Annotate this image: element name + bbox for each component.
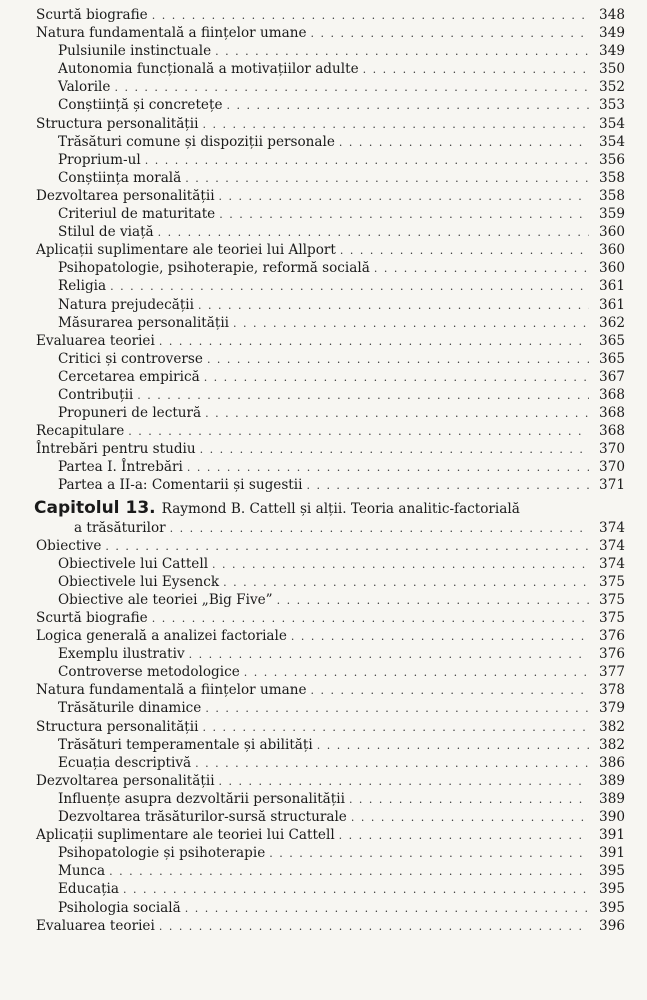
toc-entry-page-number: 365 (599, 332, 625, 349)
leader-dots (339, 134, 589, 152)
toc-entry-title: Întrebări pentru studiu (36, 441, 196, 458)
leader-dots (202, 116, 589, 134)
toc-entry (24, 133, 625, 151)
toc-entry-title: Controverse metodologice (58, 664, 240, 681)
leader-dots (187, 459, 589, 477)
toc-entry (24, 699, 625, 717)
toc-entry-page-number: 376 (599, 628, 625, 645)
leader-dots (205, 700, 589, 718)
leader-dots (152, 7, 589, 25)
leader-dots (244, 664, 589, 682)
toc-entry (24, 187, 625, 205)
toc-entry (24, 736, 625, 754)
toc-entry-page-number: 361 (599, 296, 625, 313)
leader-dots (374, 260, 589, 278)
toc-entry (24, 718, 625, 736)
toc-entry (24, 440, 625, 458)
toc-entry-title: Psihologia socială (58, 899, 181, 916)
chapter-title-line2: a trăsăturilor (74, 519, 166, 536)
toc-entry (24, 151, 625, 169)
leader-dots (227, 97, 590, 115)
toc-entry-title: Natura fundamentală a ființelor umane (36, 682, 307, 699)
toc-entry-title: Pulsiunile instinctuale (58, 43, 212, 60)
toc-entry-page-number: 375 (599, 610, 625, 626)
toc-entry-page-number: 360 (599, 242, 625, 259)
toc-entry (24, 537, 625, 555)
leader-dots (195, 755, 589, 773)
toc-entry-page-number: 359 (599, 206, 625, 223)
toc-entry-page-number: 396 (599, 917, 625, 934)
leader-dots (215, 43, 589, 61)
leader-dots (198, 297, 589, 315)
toc-entry-title: Obiectivele lui Cattell (58, 555, 209, 572)
toc-entry (24, 573, 625, 591)
toc-entry-page-number: 377 (599, 664, 625, 681)
toc-entry-page-number: 368 (599, 423, 625, 440)
toc-list-part1 (24, 6, 625, 495)
toc-entry-title: Dezvoltarea personalității (36, 772, 215, 789)
toc-entry (24, 826, 625, 844)
leader-dots (200, 441, 589, 459)
toc-entry-page-number: 361 (599, 278, 625, 295)
toc-entry-title: Natura fundamentală a ființelor umane (36, 25, 307, 42)
leader-dots (114, 79, 589, 97)
leader-dots (219, 206, 589, 224)
toc-entry-title: Partea a II-a: Comentarii și sugestii (58, 477, 303, 494)
toc-entry-title: Proprium-ul (58, 151, 141, 168)
toc-entry (24, 350, 625, 368)
toc-entry (24, 332, 625, 350)
toc-entry-title: Aplicații suplimentare ale teoriei lui Cattell (36, 827, 335, 844)
leader-dots (233, 315, 589, 333)
toc-entry-title: Conștiință și concretețe (58, 97, 223, 114)
toc-entry (24, 96, 625, 114)
toc-list-part2 (24, 537, 625, 935)
toc-entry (24, 296, 625, 314)
toc-entry-title: Critici și controverse (58, 350, 203, 367)
toc-entry (24, 6, 625, 24)
toc-entry-title: Religia (58, 278, 107, 295)
leader-dots (269, 845, 589, 863)
leader-dots (349, 791, 589, 809)
toc-entry-page-number: 358 (599, 169, 625, 186)
leader-dots (291, 628, 589, 646)
toc-entry-title: Psihopatologie, psihoterapie, reformă socială (58, 260, 370, 277)
toc-entry-title: Trăsături temperamentale și abilități (58, 736, 313, 753)
toc-entry-page-number: 389 (599, 772, 625, 789)
toc-entry (24, 78, 625, 96)
toc-entry (24, 205, 625, 223)
toc-entry (24, 808, 625, 826)
toc-entry-title: Recapitulare (36, 423, 125, 440)
toc-entry-page-number: 353 (599, 97, 625, 114)
toc-entry (24, 476, 625, 494)
toc-entry (24, 223, 625, 241)
toc-entry (24, 899, 625, 917)
toc-entry-title: Trăsături comune și dispoziții personale (58, 133, 335, 150)
toc-entry (24, 917, 625, 935)
toc-entry-title: Valorile (58, 79, 111, 96)
leader-dots (219, 773, 589, 791)
toc-entry (24, 609, 625, 627)
leader-dots (123, 881, 589, 899)
toc-entry-title: Obiective ale teoriei „Big Five” (58, 591, 273, 608)
chapter-title-continued (24, 519, 625, 537)
toc-entry-title: Stilul de viață (58, 224, 154, 241)
toc-entry-page-number: 390 (599, 809, 625, 826)
toc-entry-page-number: 360 (599, 224, 625, 241)
toc-entry-page-number: 370 (599, 459, 625, 476)
toc-entry-page-number: 378 (599, 682, 625, 699)
leader-dots (317, 737, 589, 755)
toc-entry-page-number: 374 (599, 537, 625, 554)
toc-entry-title: Structura personalității (36, 718, 199, 735)
toc-entry (24, 169, 625, 187)
leader-dots (339, 827, 589, 845)
toc-entry-title: Evaluarea teoriei (36, 917, 155, 934)
toc-entry (24, 681, 625, 699)
toc-entry-page-number: 389 (599, 790, 625, 807)
toc-entry (24, 772, 625, 790)
leader-dots (207, 351, 589, 369)
toc-entry-title: Cercetarea empirică (58, 368, 200, 385)
toc-entry-page-number: 348 (599, 7, 625, 23)
toc-entry-title: Trăsăturile dinamice (58, 700, 202, 717)
toc-entry-page-number: 349 (599, 25, 625, 42)
leader-dots (185, 170, 589, 188)
toc-entry-page-number: 368 (599, 405, 625, 422)
toc-entry-page-number: 375 (599, 591, 625, 608)
toc-entry (24, 880, 625, 898)
leader-dots (105, 538, 589, 556)
toc-entry (24, 591, 625, 609)
toc-entry (24, 790, 625, 808)
leader-dots (159, 918, 589, 936)
toc-entry (24, 645, 625, 663)
toc-entry (24, 60, 625, 78)
leader-dots (110, 278, 589, 296)
toc-entry-page-number: 354 (599, 133, 625, 150)
leader-dots (145, 152, 589, 170)
toc-entry-page-number: 350 (599, 61, 625, 78)
toc-entry-page-number: 370 (599, 441, 625, 458)
leader-dots (223, 574, 589, 592)
toc-entry-title: Influențe asupra dezvoltării personalității (58, 790, 345, 807)
toc-entry-page-number: 375 (599, 573, 625, 590)
toc-entry-page-number: 374 (599, 555, 625, 572)
toc-entry (24, 314, 625, 332)
toc-entry-title: Scurtă biografie (36, 7, 148, 23)
toc-entry-title: Natura prejudecății (58, 296, 194, 313)
toc-entry (24, 555, 625, 573)
toc-entry-page-number: 376 (599, 646, 625, 663)
toc-entry-page-number: 386 (599, 754, 625, 771)
leader-dots (363, 61, 589, 79)
toc-entry-page-number: 349 (599, 43, 625, 60)
leader-dots (152, 610, 589, 628)
toc-entry-title: Dezvoltarea personalității (36, 187, 215, 204)
toc-entry-page-number: 354 (599, 115, 625, 132)
chapter-title: Raymond B. Cattell și alții. Teoria analitic-factorială (161, 500, 520, 517)
leader-dots (189, 646, 589, 664)
leader-dots (311, 25, 589, 43)
toc-entry-title: Logica generală a analizei factoriale (36, 628, 287, 645)
chapter-number: 13. (125, 497, 156, 518)
toc-entry-page-number: 356 (599, 151, 625, 168)
toc-entry-page-number: 365 (599, 350, 625, 367)
leader-dots (277, 592, 589, 610)
toc-entry-page-number: 395 (599, 881, 625, 898)
toc-entry-title: Autonomia funcțională a motivațiilor adulte (58, 61, 359, 78)
leader-dots (159, 333, 589, 351)
toc-entry-page-number: 391 (599, 845, 625, 862)
toc-entry (24, 386, 625, 404)
toc-entry-page-number: 358 (599, 187, 625, 204)
toc-entry-title: Partea I. Întrebări (58, 459, 183, 476)
toc-entry-title: Dezvoltarea trăsăturilor-sursă structurale (58, 809, 347, 826)
toc-entry-page-number: 352 (599, 79, 625, 96)
toc-entry (24, 404, 625, 422)
toc-entry (24, 115, 625, 133)
toc-entry-page-number: 382 (599, 718, 625, 735)
toc-entry-title: Psihopatologie și psihoterapie (58, 845, 266, 862)
leader-dots (137, 387, 589, 405)
toc-entry (24, 277, 625, 295)
toc-entry-title: Contribuții (58, 386, 134, 403)
chapter-label: Capitolul (34, 497, 120, 518)
toc-entry-page-number: 379 (599, 700, 625, 717)
toc-entry-page-number: 391 (599, 827, 625, 844)
leader-dots (158, 224, 589, 242)
toc-entry-title: Criteriul de maturitate (58, 206, 216, 223)
toc-entry-page-number: 395 (599, 863, 625, 880)
toc-entry-page-number: 360 (599, 260, 625, 277)
toc-entry-title: Educația (58, 881, 120, 898)
toc-entry-page-number: 367 (599, 368, 625, 385)
leader-dots (340, 242, 589, 260)
toc-entry-page-number: 371 (599, 477, 625, 494)
toc-entry-title: Ecuația descriptivă (58, 754, 192, 771)
toc-entry-page-number: 382 (599, 736, 625, 753)
leader-dots (212, 556, 589, 574)
chapter-page-number: 374 (599, 519, 625, 536)
leader-dots (170, 520, 589, 538)
toc-entry-title: Măsurarea personalității (58, 314, 230, 331)
toc-entry-title: Structura personalității (36, 115, 199, 132)
leader-dots (351, 809, 589, 827)
toc-entry-title: Obiective (36, 537, 102, 554)
leader-dots (311, 682, 589, 700)
toc-entry-title: Conștiința morală (58, 169, 182, 186)
toc-entry-page-number: 395 (599, 899, 625, 916)
leader-dots (204, 369, 589, 387)
toc-entry (24, 627, 625, 645)
leader-dots (219, 188, 589, 206)
toc-entry-title: Obiectivele lui Eysenck (58, 573, 220, 590)
leader-dots (202, 719, 589, 737)
toc-entry (24, 42, 625, 60)
leader-dots (109, 863, 589, 881)
toc-entry-title: Exemplu ilustrativ (58, 646, 185, 663)
toc-entry-title: Scurtă biografie (36, 610, 148, 626)
toc-entry-title: Munca (58, 863, 106, 880)
toc-entry (24, 422, 625, 440)
toc-entry (24, 754, 625, 772)
chapter-heading (24, 497, 625, 519)
toc-entry-page-number: 368 (599, 386, 625, 403)
toc-entry-title: Propuneri de lectură (58, 405, 202, 422)
toc-entry (24, 862, 625, 880)
toc-entry (24, 368, 625, 386)
toc-entry (24, 458, 625, 476)
leader-dots (128, 423, 589, 441)
toc-entry (24, 663, 625, 681)
toc-entry-title: Aplicații suplimentare ale teoriei lui Allport (36, 242, 336, 259)
toc-entry (24, 844, 625, 862)
toc-entry (24, 241, 625, 259)
leader-dots (306, 477, 589, 495)
toc-entry (24, 24, 625, 42)
toc-entry-page-number: 362 (599, 314, 625, 331)
leader-dots (185, 900, 589, 918)
leader-dots (205, 405, 589, 423)
toc-entry (24, 259, 625, 277)
toc-entry-title: Evaluarea teoriei (36, 332, 155, 349)
